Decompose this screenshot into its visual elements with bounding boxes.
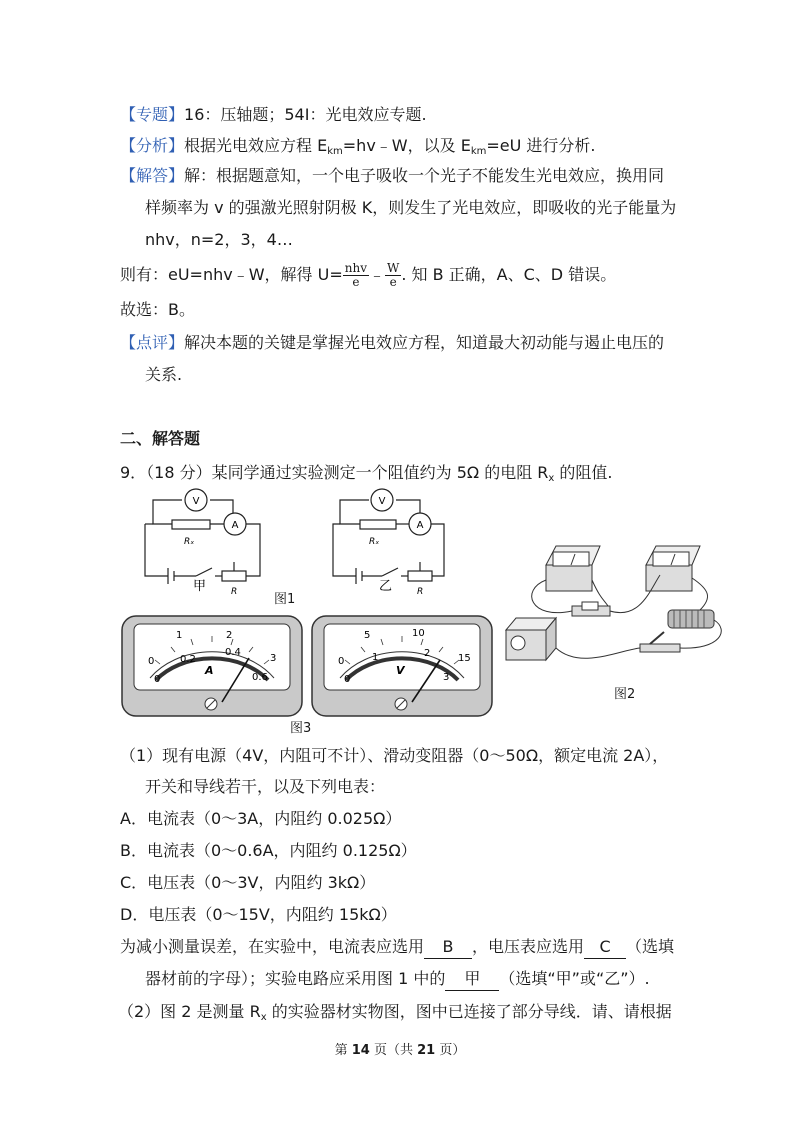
ammeter-upper-1: 1 <box>176 630 183 641</box>
comment-line-1 <box>120 332 664 354</box>
symbol-a: A <box>416 520 424 531</box>
symbol-a: A <box>231 520 239 531</box>
analysis-line <box>120 135 596 163</box>
topic-line <box>120 104 427 126</box>
subscript: x <box>548 473 555 484</box>
circuit-jia <box>145 500 260 584</box>
solution-equation-line <box>120 262 616 289</box>
voltmeter-dial <box>312 616 492 716</box>
figure-3-label: 图3 <box>290 721 312 736</box>
page-number: 14 <box>351 1043 370 1058</box>
solution-line-1 <box>120 165 664 187</box>
part2-text-2: 的实验器材实物图，图中已连接了部分导线．请、请根据 <box>266 1002 672 1021</box>
ammeter-lower-2: 0.4 <box>225 647 241 658</box>
fill-text-1: 为减小测量误差，在实验中，电流表应选用 <box>120 937 425 956</box>
answer-blank-voltmeter: C <box>584 936 626 959</box>
symbol-v: V <box>192 496 200 507</box>
label-jia: 甲 <box>193 579 207 594</box>
voltmeter-symbol-yi <box>371 489 393 511</box>
footer-text: 第 <box>334 1043 352 1058</box>
topic-tag: 【专题】 <box>120 105 185 124</box>
voltmeter-lower-0: 0 <box>344 674 351 685</box>
fill-line-1 <box>120 936 674 959</box>
ammeter-dial <box>122 616 302 716</box>
apparatus-diagram <box>506 546 721 660</box>
choice-line: 故选：B。 <box>120 300 195 319</box>
answer-blank-ammeter: B <box>424 936 472 959</box>
minus-sign: ﹣ <box>369 265 386 284</box>
option-d: D．电压表（0～15V，内阻约 15kΩ） <box>120 905 397 924</box>
option-b: B．电流表（0～0.6A，内阻约 0.125Ω） <box>120 841 417 860</box>
analysis-tag: 【分析】 <box>120 136 185 155</box>
ammeter-lower-3: 0.6 <box>252 672 268 683</box>
label-r: R <box>231 587 238 597</box>
equation-suffix: . 知 B 正确，A、C、D 错误。 <box>401 265 617 284</box>
figure-2-label: 图2 <box>614 687 636 702</box>
voltmeter-upper-2: 10 <box>412 628 425 639</box>
part2-text-1: （2）图 2 是测量 R <box>118 1002 261 1021</box>
fill-text-4: 器材前的字母）；实验电路应采用图 1 中的 <box>145 969 446 988</box>
label-yi: 乙 <box>379 579 393 594</box>
solution-text-1: 解：根据题意知，一个电子吸收一个光子不能发生光电效应，换用同 <box>184 166 665 185</box>
ammeter-upper-3: 3 <box>270 653 277 664</box>
total-pages: 21 <box>417 1043 436 1058</box>
ammeter-lower-1: 0.2 <box>180 654 196 665</box>
answer-blank-circuit: 甲 <box>445 968 499 991</box>
figures <box>0 480 800 740</box>
part2-line <box>118 1001 672 1029</box>
label-rx: Rₓ <box>369 537 380 547</box>
footer-text: 页（共 <box>369 1043 418 1058</box>
ammeter-lower-0: 0 <box>154 674 161 685</box>
ammeter-upper-0: 0 <box>148 656 155 667</box>
topic-text: 16：压轴题；54I：光电效应专题. <box>184 105 427 124</box>
subscript: km <box>327 146 343 157</box>
fraction-denominator: e <box>352 275 360 289</box>
ammeter-upper-2: 2 <box>226 630 233 641</box>
solution-line-3: nhv，n=2，3，4… <box>145 230 293 249</box>
voltmeter-unit: V <box>396 664 405 677</box>
voltmeter-upper-3: 15 <box>458 653 471 664</box>
fill-text-2: ，电压表应选用 <box>472 937 585 956</box>
fraction-w-over-e <box>385 262 401 289</box>
circuit-yi <box>333 500 444 584</box>
fraction-denominator: e <box>389 275 397 289</box>
fill-text-3: （选填 <box>626 937 675 956</box>
voltmeter-lower-2: 2 <box>424 648 431 659</box>
stem-text-2: 的阻值. <box>554 463 613 482</box>
subscript: km <box>470 146 487 157</box>
fraction-numerator: nhv <box>344 261 367 275</box>
symbol-v: V <box>378 496 386 507</box>
ammeter-unit: A <box>205 664 214 677</box>
voltmeter-upper-0: 0 <box>338 656 345 667</box>
equation-prefix: 则有：eU=nhv﹣W，解得 U= <box>120 265 343 284</box>
section-heading: 二、解答题 <box>120 429 201 448</box>
fill-text-5: （选填“甲”或“乙”）. <box>499 969 650 988</box>
analysis-text-1: 根据光电效应方程 E <box>184 136 328 155</box>
analysis-text-2: =hv﹣W，以及 E <box>342 136 471 155</box>
voltmeter-upper-1: 5 <box>364 630 371 641</box>
comment-tag: 【点评】 <box>120 333 185 352</box>
analysis-text-3: =eU 进行分析. <box>486 136 596 155</box>
ammeter-symbol-yi <box>409 513 431 535</box>
part1-line-1: （1）现有电源（4V，内阻可不计）、滑动变阻器（0～50Ω，额定电流 2A）， <box>120 746 669 765</box>
fraction-nhv-over-e <box>343 262 369 289</box>
solution-tag: 【解答】 <box>120 166 185 185</box>
footer-text: 页） <box>435 1043 466 1058</box>
comment-text-1: 解决本题的关键是掌握光电效应方程，知道最大初动能与遏止电压的 <box>184 333 665 352</box>
voltmeter-lower-3: 3 <box>443 672 450 683</box>
option-a: A．电流表（0～3A，内阻约 0.025Ω） <box>120 809 402 828</box>
part1-line-2: 开关和导线若干，以及下列电表： <box>145 777 386 796</box>
fraction-numerator: W <box>387 261 400 275</box>
fill-line-2 <box>145 968 650 991</box>
comment-line-2: 关系. <box>145 365 183 384</box>
figure-1-label: 图1 <box>274 592 296 607</box>
subscript: x <box>260 1012 267 1023</box>
option-c: C．电压表（0～3V，内阻约 3kΩ） <box>120 873 376 892</box>
label-r: R <box>417 587 424 597</box>
ammeter-symbol-jia <box>224 513 246 535</box>
voltmeter-lower-1: 1 <box>372 652 379 663</box>
voltmeter-symbol-jia <box>185 489 207 511</box>
label-rx: Rₓ <box>184 537 195 547</box>
stem-text-1: 9．（18 分）某同学通过实验测定一个阻值约为 5Ω 的电阻 R <box>120 463 549 482</box>
page-footer <box>0 1039 800 1058</box>
solution-line-2: 样频率为 v 的强激光照射阴极 K，则发生了光电效应，即吸收的光子能量为 <box>145 198 677 217</box>
